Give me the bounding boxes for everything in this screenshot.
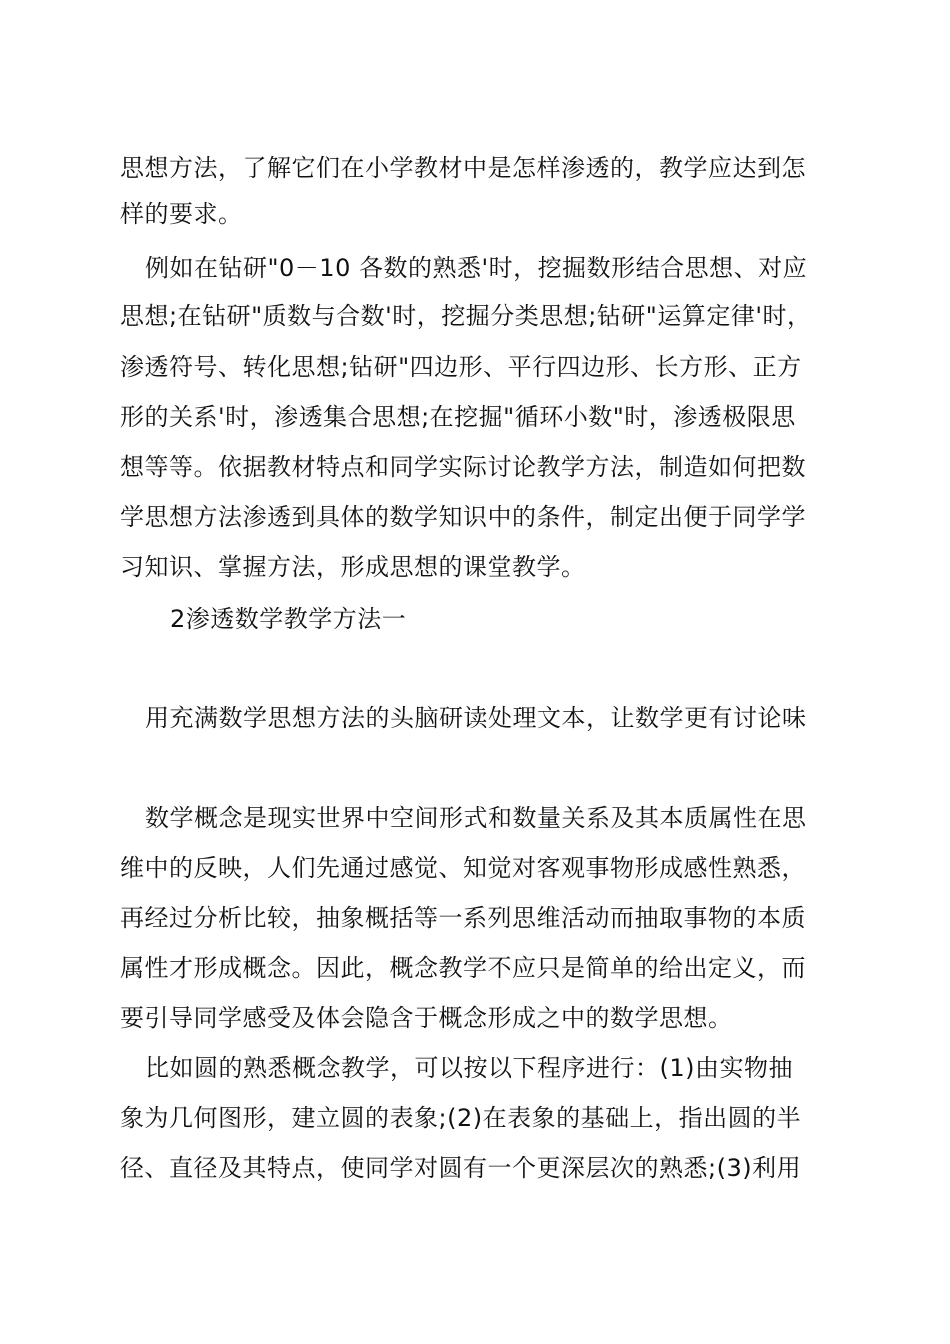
paragraph-line: 要引导同学感受及体会隐含于概念形成之中的数学思想。 xyxy=(120,1004,733,1032)
paragraph-line: 象为几何图形，建立圆的表象;(2)在表象的基础上，指出圆的半 xyxy=(120,1104,802,1132)
paragraph-line: 比如圆的熟悉概念教学，可以按以下程序进行：(1)由实物抽 xyxy=(145,1054,793,1082)
paragraph-line: 例如在钻研"0－10 各数的熟悉'时，挖掘数形结合思想、对应 xyxy=(145,254,808,282)
section-heading: 2渗透数学教学方法一 xyxy=(170,605,407,633)
paragraph-line: 习知识、掌握方法，形成思想的课堂教学。 xyxy=(120,553,586,581)
section-subheading: 用充满数学思想方法的头脑研读处理文本，让数学更有讨论味 xyxy=(145,704,807,732)
paragraph-line: 径、直径及其特点，使同学对圆有一个更深层次的熟悉;(3)利用 xyxy=(120,1154,802,1182)
paragraph-line: 思想;在钻研"质数与合数'时，挖掘分类思想;钻研"运算定律'时， xyxy=(120,302,812,330)
paragraph-line: 样的要求。 xyxy=(120,200,243,228)
paragraph-line: 渗透符号、转化思想;钻研"四边形、平行四边形、长方形、正方 xyxy=(120,353,802,381)
paragraph-line: 学思想方法渗透到具体的数学知识中的条件，制定出便于同学学 xyxy=(120,503,806,531)
paragraph-line: 再经过分析比较，抽象概括等一系列思维活动而抽取事物的本质 xyxy=(120,904,806,932)
paragraph-line: 维中的反映，人们先通过感觉、知觉对客观事物形成感性熟悉， xyxy=(120,854,806,882)
paragraph-line: 想等等。依据教材特点和同学实际讨论教学方法，制造如何把数 xyxy=(120,453,806,481)
paragraph-line: 思想方法，了解它们在小学教材中是怎样渗透的，教学应达到怎 xyxy=(120,154,806,182)
paragraph-line: 形的关系'时，渗透集合思想;在挖掘"循环小数"时，渗透极限思 xyxy=(120,403,796,431)
paragraph-line: 属性才形成概念。因此，概念教学不应只是简单的给出定义，而 xyxy=(120,954,806,982)
paragraph-line: 数学概念是现实世界中空间形式和数量关系及其本质属性在思 xyxy=(145,804,807,832)
